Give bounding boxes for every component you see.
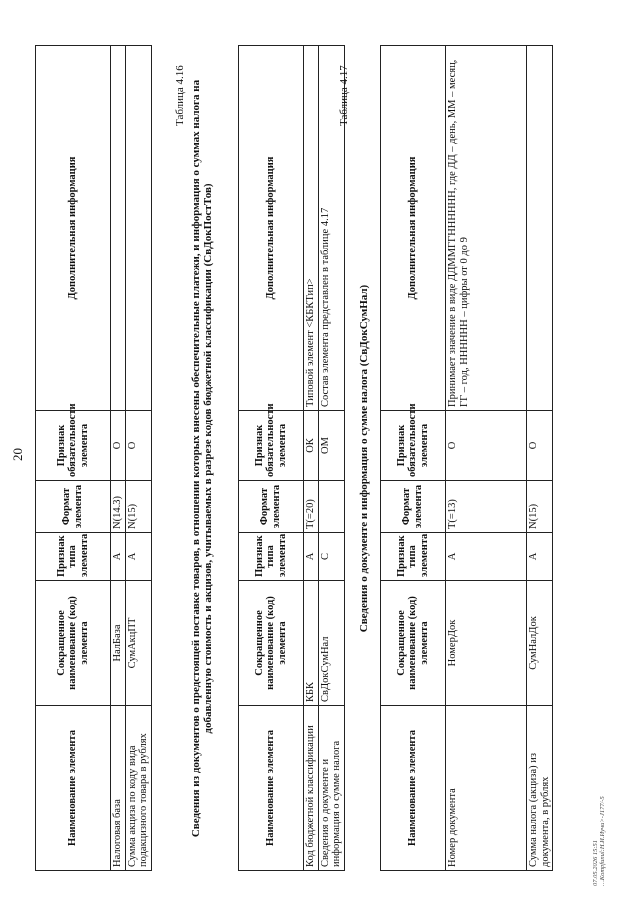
table-cell: СумАкцПТ — [125, 581, 151, 706]
column-header: Сокращенное наименование (код) элемента — [36, 581, 111, 706]
table-cell: СумНалДок — [527, 581, 553, 706]
column-header: Признак типа элемента — [239, 533, 304, 581]
table-cell: Сумма акциза по коду вида подакцизного товара в рублях — [125, 706, 151, 871]
table-cell: ОМ — [318, 411, 344, 481]
column-header: Признак типа элемента — [36, 533, 111, 581]
page-number: 20 — [10, 448, 25, 461]
table-cell: Налоговая база — [111, 706, 126, 871]
table-cell: N(14.3) — [111, 481, 126, 533]
column-header: Дополнительная информация — [36, 46, 111, 411]
table-row — [527, 46, 553, 871]
column-header: Сокращенное наименование (код) элемента — [381, 581, 446, 706]
table-title: Сведения о документе и информация о сумме налога (СвДокСумНал) — [358, 284, 370, 633]
table-row — [446, 46, 527, 871]
table-cell: T(=13) — [446, 481, 527, 533]
table-cell: О — [111, 411, 126, 481]
table-cell: Сведения о документе и информация о сумме налога — [318, 706, 344, 871]
table-cell: Номер документа — [446, 706, 527, 871]
table-4-15-continued — [35, 45, 152, 871]
table-cell: НомерДок — [446, 581, 527, 706]
column-header: Признак обязательности элемента — [239, 411, 304, 481]
document-footer — [592, 796, 606, 886]
column-header: Дополнительная информация — [381, 46, 446, 411]
table-row — [318, 46, 344, 871]
table-cell: Код бюджетной классификации — [304, 706, 319, 871]
table-cell: О — [446, 411, 527, 481]
table-header-row — [239, 46, 304, 871]
table-cell: Состав элемента представлен в таблице 4.17 — [318, 46, 344, 411]
column-header: Дополнительная информация — [239, 46, 304, 411]
table-caption: Таблица 4.16 — [174, 65, 186, 126]
table-row — [304, 46, 319, 871]
table-cell — [111, 46, 126, 411]
table-cell: N(15) — [527, 481, 553, 533]
table-header-row — [381, 46, 446, 871]
table-row — [111, 46, 126, 871]
column-header: Формат элемента — [239, 481, 304, 533]
column-header: Наименование элемента — [381, 706, 446, 871]
table-cell: А — [527, 533, 553, 581]
table-cell: Сумма налога (акциза) из документа, в рублях — [527, 706, 553, 871]
table-cell: Типовой элемент <КБКТип> — [304, 46, 319, 411]
table-cell: КБК — [304, 581, 319, 706]
table-cell: А — [446, 533, 527, 581]
table-caption: Таблица 4.17 — [338, 65, 350, 126]
table-header-row — [36, 46, 111, 871]
table-cell: А — [304, 533, 319, 581]
table-cell: А — [111, 533, 126, 581]
column-header: Наименование элемента — [36, 706, 111, 871]
table-title: Сведения из документов о предстоящей поставке товаров, в отношении которых внесены обеспечительные платежи, и информация о суммах налога на добавленную стоимость и акцизов, учитываемых в разрезе кодов бюджетной классификации (СвДокПостТов) — [190, 79, 214, 838]
table-cell: НалБаза — [111, 581, 126, 706]
table-row — [125, 46, 151, 871]
column-header: Признак обязательности элемента — [36, 411, 111, 481]
column-header: Признак типа элемента — [381, 533, 446, 581]
column-header: Формат элемента — [36, 481, 111, 533]
table-cell: Принимает значение в виде ДДММГГНННННН, где ДД – день, ММ – месяц, ГГ – год, НННННН – цифры от 0 до 9 — [446, 46, 527, 411]
table-4-16 — [238, 45, 345, 871]
table-cell — [318, 481, 344, 533]
table-cell — [527, 46, 553, 411]
table-cell: А — [125, 533, 151, 581]
table-cell: СвДокСумНал — [318, 581, 344, 706]
column-header: Формат элемента — [381, 481, 446, 533]
table-4-17 — [380, 45, 553, 871]
footer-document-code: …Kompfunul:Н.И.Иучи>-J177/-5 — [599, 796, 607, 886]
footer-timestamp: 07.05.2026 15:51 — [592, 839, 599, 886]
table-cell: N(15) — [125, 481, 151, 533]
column-header: Наименование элемента — [239, 706, 304, 871]
table-cell: О — [125, 411, 151, 481]
table-cell: T(=20) — [304, 481, 319, 533]
table-cell — [125, 46, 151, 411]
table-cell: О — [527, 411, 553, 481]
column-header: Сокращенное наименование (код) элемента — [239, 581, 304, 706]
table-cell: ОК — [304, 411, 319, 481]
table-cell: С — [318, 533, 344, 581]
column-header: Признак обязательности элемента — [381, 411, 446, 481]
